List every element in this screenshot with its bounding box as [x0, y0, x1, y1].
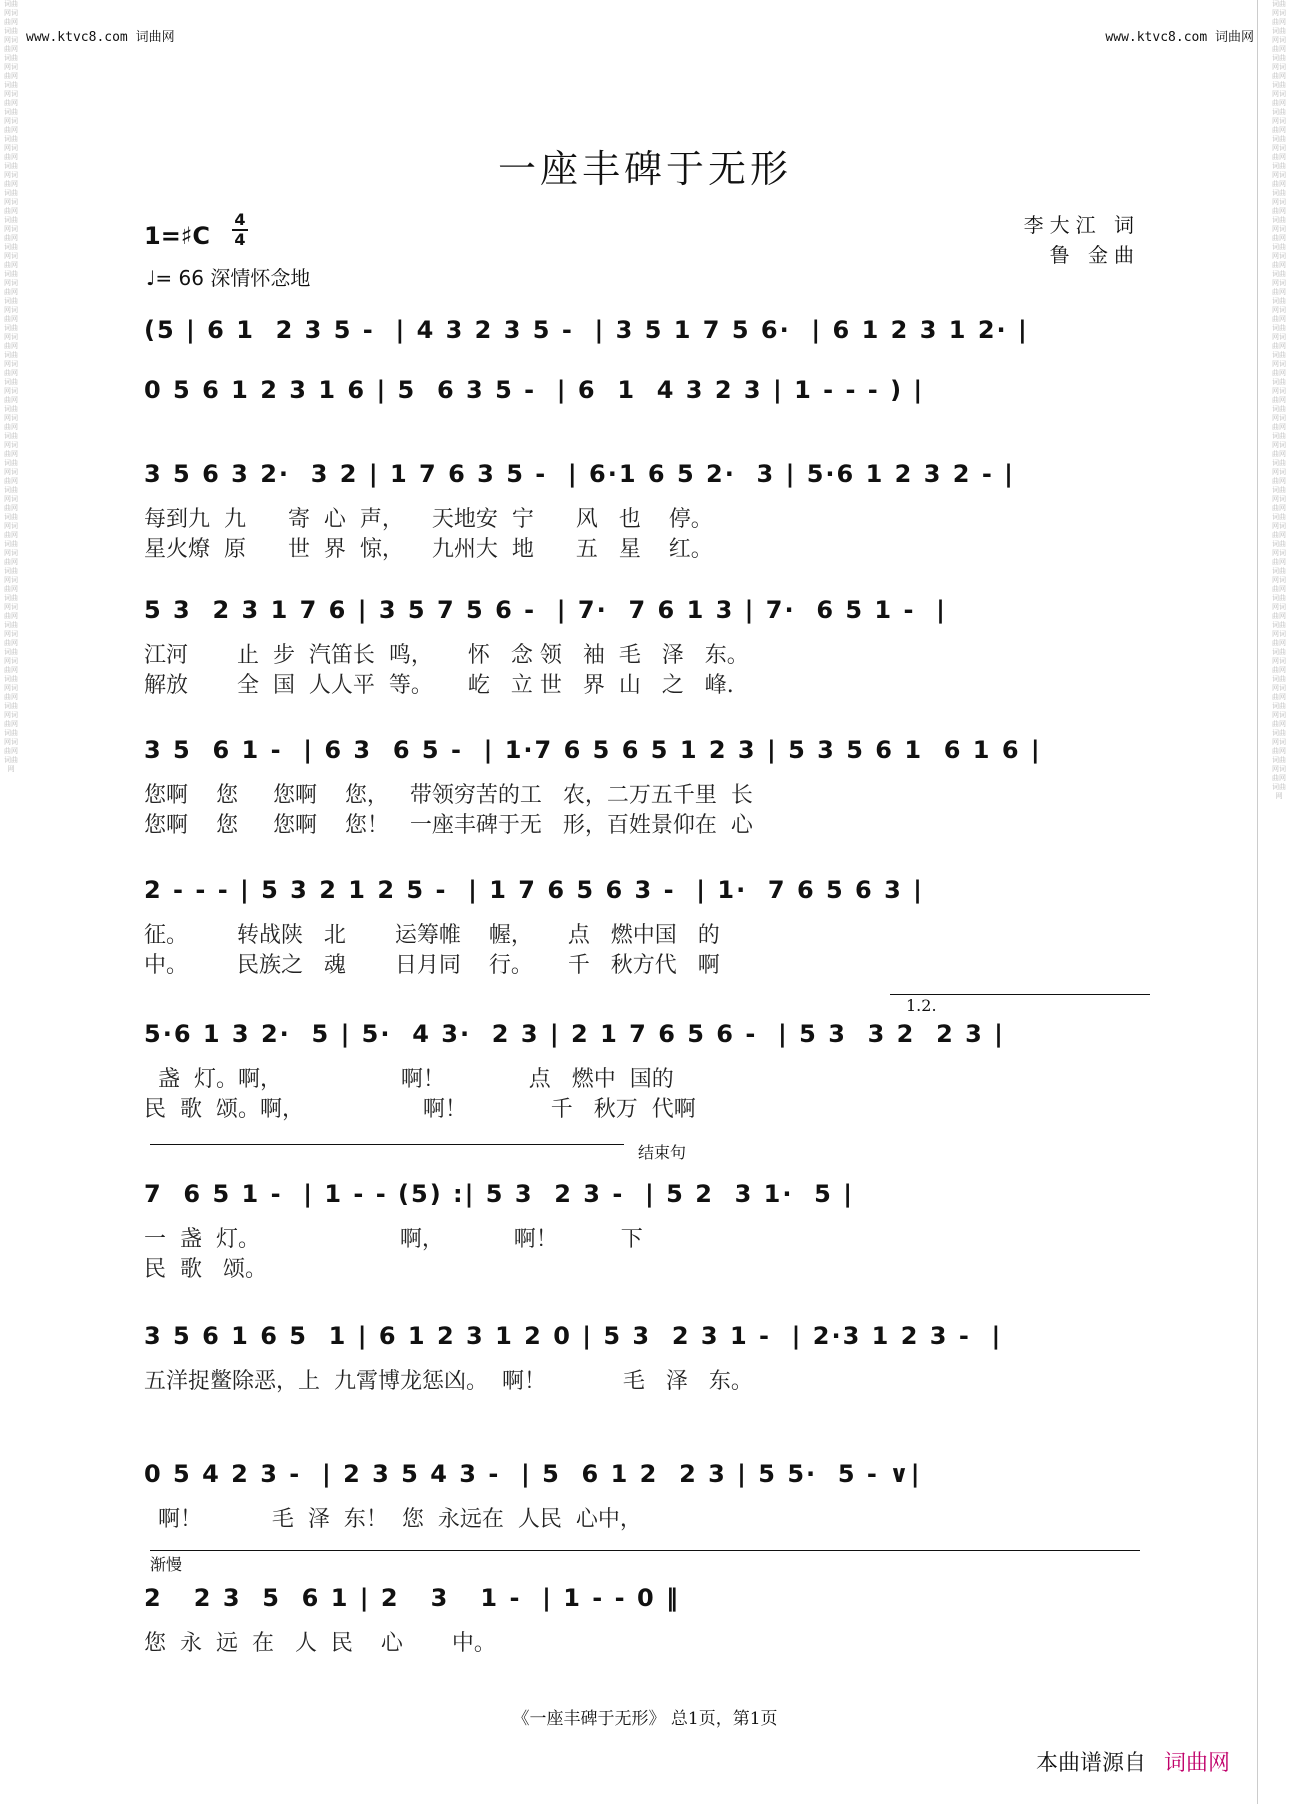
notation-line: 0 5 6 1 2 3 1 6 | 5 6 3 5 - | 6 1 4 3 2 3 | 1 - - - ) | [144, 376, 925, 404]
notation-line: 5·6 1 3 2· 5 | 5· 4 3· 2 3 | 2 1 7 6 5 6 - | 5 3 3 2 2 3 | [144, 1020, 1005, 1048]
key-signature: 1=♯C [144, 222, 211, 250]
lyric-line: 星火燎 原 世 界 惊， 九州大 地 五 星 红。 [144, 537, 713, 562]
lyric-line: 啊！ 毛 泽 东！ 您 永远在 人民 心中， [144, 1507, 642, 1532]
lyric-line: 江河 止 步 汽笛长 鸣， 怀 念 领 袖 毛 泽 东。 [144, 643, 749, 668]
page-footer: 《一座丰碑于无形》 总1页，第1页 [512, 1709, 778, 1729]
lyric-line: 您啊 您 您啊 您！ 一座丰碑于无 形，百姓景仰在 心 [144, 813, 753, 838]
meter-bottom: 4 [234, 230, 246, 249]
lyric-line: 民 歌 颂。 [144, 1257, 267, 1282]
header-site-right: www.ktvc8.com 词曲网 [1105, 30, 1254, 45]
source-brand[interactable]: 词曲网 [1163, 1751, 1230, 1776]
notation-line: 2 - - - | 5 3 2 1 2 5 - | 1 7 6 5 6 3 - | 1· 7 6 5 6 3 | [144, 876, 924, 904]
song-title: 一座丰碑于无形 [497, 147, 792, 191]
source-credit [1036, 1746, 1230, 1777]
notation-line: 3 5 6 1 6 5 1 | 6 1 2 3 1 2 0 | 5 3 2 3 1 - | 2·3 1 2 3 - | [144, 1322, 1003, 1350]
volta-bracket-label: 1.2. [906, 996, 937, 1015]
notation-line: 7 6 5 1 - | 1 - - (5) :| 5 3 2 3 - | 5 2 3 1· 5 | [144, 1180, 854, 1208]
notation-line: (5 | 6 1 2 3 5 - | 4 3 2 3 5 - | 3 5 1 7 5 6· | 6 1 2 3 1 2· | [144, 316, 1029, 344]
side-watermark-right: 词曲网词曲网词曲网词曲网词曲网词曲网词曲网词曲网词曲网词曲网词曲网词曲网词曲网词曲网词曲网词曲网词曲网词曲网词曲网词曲网词曲网词曲网词曲网词曲网词曲网词曲网词曲网词曲网词曲网词曲网词曲网词曲网词曲网词曲网词曲网词曲网词曲网词曲网词曲网词曲网词曲网词曲网词曲网词曲网词曲网词曲网词曲网词曲网词曲网词曲网词曲网词曲网词曲网词曲网词曲网词曲网词曲网词曲网词曲网 [1272, 0, 1286, 800]
ending-section-label: 结束句 [638, 1143, 687, 1162]
notation-line: 5 3 2 3 1 7 6 | 3 5 7 5 6 - | 7· 7 6 1 3 | 7· 6 5 1 - | [144, 596, 947, 624]
tempo-marking: ♩= 66 深情怀念地 [146, 266, 311, 290]
header-site-left: www.ktvc8.com 词曲网 [26, 30, 175, 45]
lyric-line: 每到九 九 寄 心 声， 天地安 宁 风 也 停。 [144, 507, 713, 532]
ritardando-label: 渐慢 [150, 1555, 183, 1574]
notation-line: 3 5 6 3 2· 3 2 | 1 7 6 3 5 - | 6·1 6 5 2· 3 | 5·6 1 2 3 2 - | [144, 460, 1015, 488]
lyric-line: 民 歌 颂。啊， 啊！ 千 秋万 代啊 [144, 1097, 696, 1122]
lyric-line: 您啊 您 您啊 您， 带领穷苦的工 农，二万五千里 长 [144, 783, 753, 808]
lyric-line: 一 盏 灯。 啊， 啊！ 下 [144, 1227, 643, 1252]
composer-credit: 鲁 金曲 [1049, 243, 1140, 267]
lyric-line: 您 永 远 在 人 民 心 中。 [144, 1631, 496, 1656]
time-signature [232, 212, 248, 248]
section-rule [150, 1144, 624, 1145]
meter-top: 4 [234, 210, 246, 229]
notation-line: 0 5 4 2 3 - | 2 3 5 4 3 - | 5 6 1 2 2 3 | 5 5· 5 - ∨| [144, 1460, 922, 1488]
lyric-line: 解放 全 国 人人平 等。 屹 立 世 界 山 之 峰. [144, 673, 734, 698]
credits [1024, 210, 1140, 270]
final-rule [150, 1550, 1140, 1551]
lyricist-credit: 李大江 词 [1023, 213, 1140, 237]
notation-line: 3 5 6 1 - | 6 3 6 5 - | 1·7 6 5 6 5 1 2 3 | 5 3 5 6 1 6 1 6 | [144, 736, 1042, 764]
notation-line: 2 2 3 5 6 1 | 2 3 1 - | 1 - - 0 ‖ [144, 1584, 680, 1612]
source-label: 本曲谱源自 [1035, 1751, 1146, 1776]
lyric-line: 五洋捉鳖除恶，上 九霄博龙惩凶。 啊！ 毛 泽 东。 [144, 1369, 753, 1394]
lyric-line: 征。 转战陕 北 运筹帷 幄， 点 燃中国 的 [144, 923, 720, 948]
side-watermark-left: 词曲网词曲网词曲网词曲网词曲网词曲网词曲网词曲网词曲网词曲网词曲网词曲网词曲网词曲网词曲网词曲网词曲网词曲网词曲网词曲网词曲网词曲网词曲网词曲网词曲网词曲网词曲网词曲网词曲网词曲网词曲网词曲网词曲网词曲网词曲网词曲网词曲网词曲网词曲网词曲网词曲网词曲网词曲网词曲网词曲网词曲网词曲网词曲网词曲网词曲网词曲网词曲网词曲网词曲网词曲网词曲网词曲网 [4, 0, 18, 773]
volta-bracket-line [890, 994, 1150, 995]
lyric-line: 中。 民族之 魂 日月同 行。 千 秋方代 啊 [144, 953, 720, 978]
lyric-line: 盏 灯。啊， 啊！ 点 燃中 国的 [144, 1067, 674, 1092]
